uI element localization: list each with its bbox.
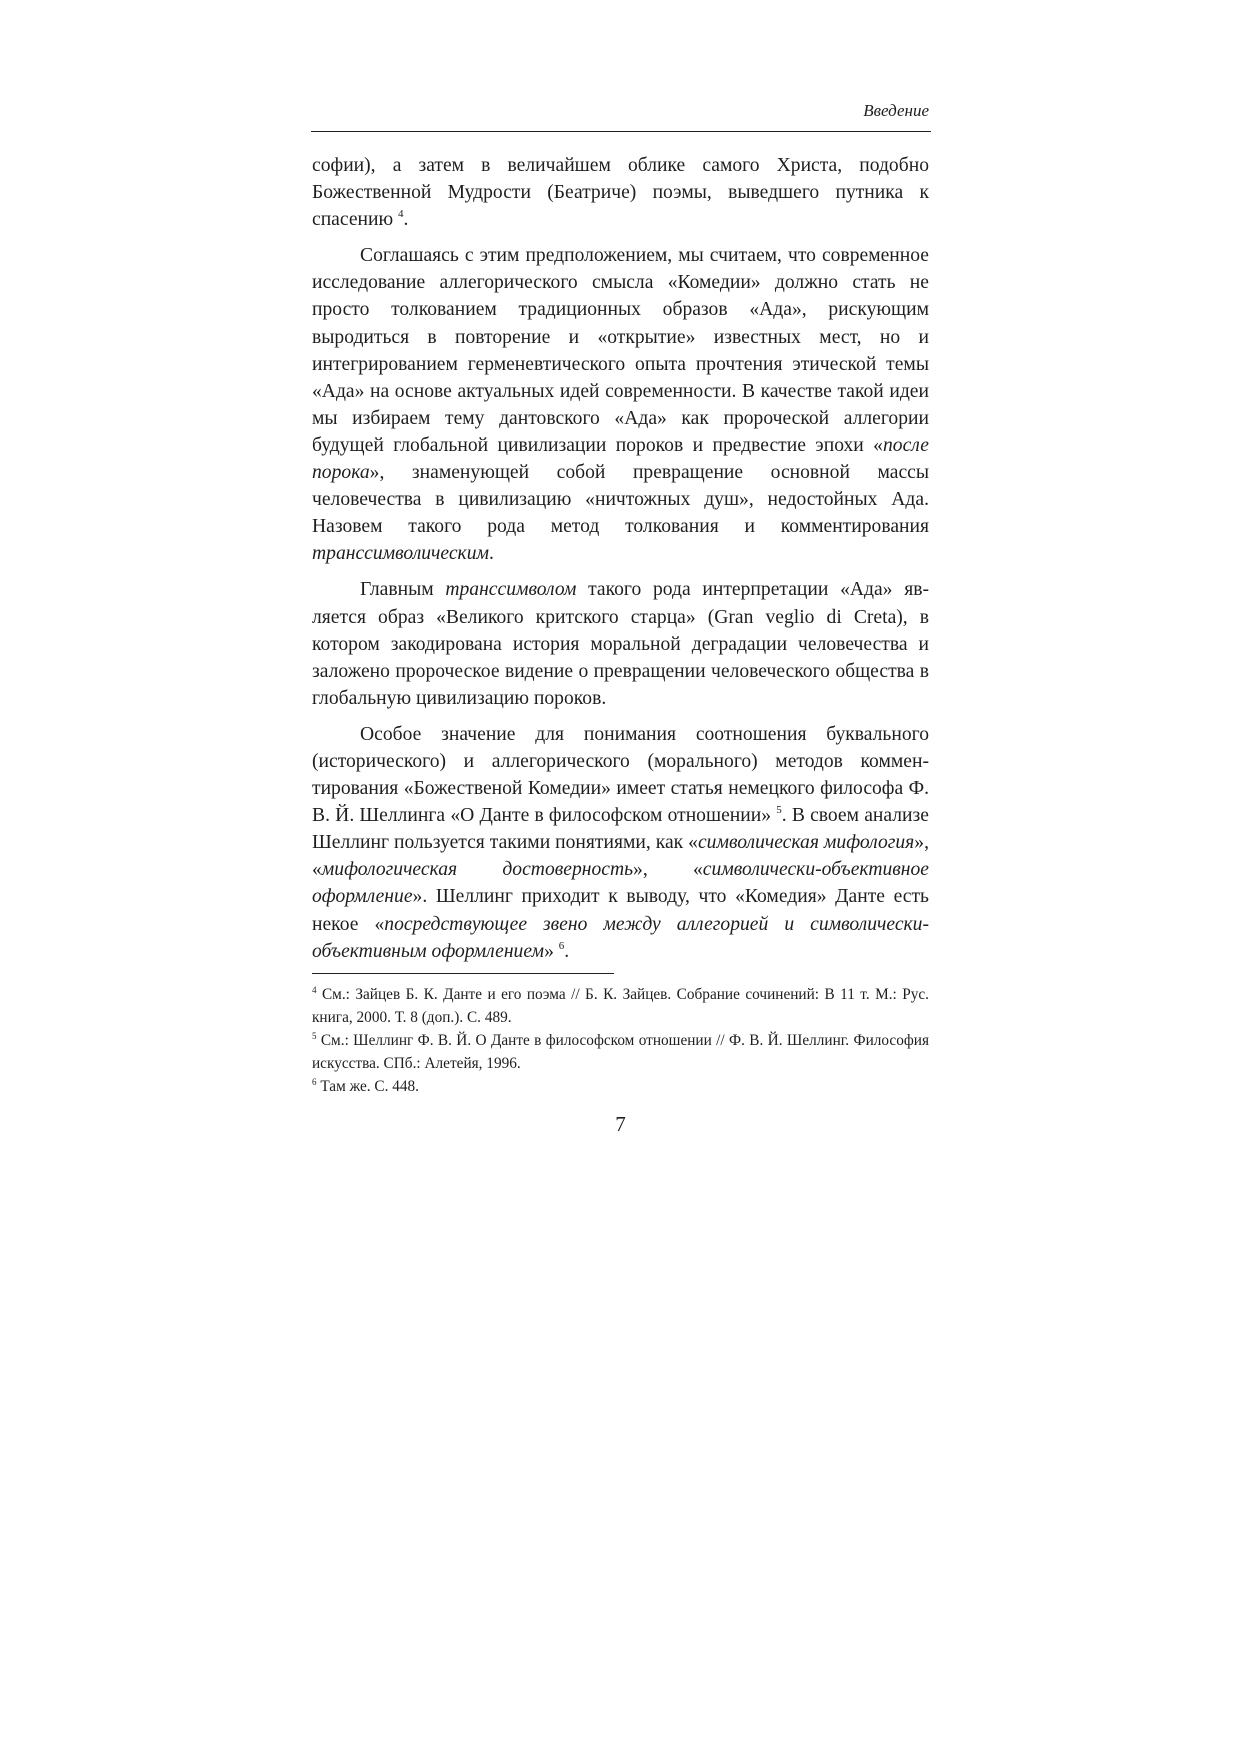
running-head: Введение — [863, 101, 929, 120]
text-run: », « — [633, 859, 703, 881]
emphasis: символическая мифология — [697, 832, 915, 854]
text-run: » — [544, 940, 559, 962]
text-run: », знаменующей собой превращение основной массы человечества в цивилизацию «ничтожных душ», недостойных Ада. Назовем такого рода метод толкования и комментирования — [312, 462, 929, 538]
footnote-number: 6 — [312, 1077, 317, 1087]
footnote-text: См.: Шеллинг Ф. В. Й. О Данте в философском отношении // Ф. В. Й. Шеллинг. Философия искусства. СПб.: Алетейя, 1996. — [312, 1032, 929, 1072]
header-rule — [311, 131, 931, 132]
text-run: Главным — [360, 579, 446, 601]
text-run: . — [564, 940, 570, 962]
text-run: софии), а затем в величайшем облике самого Христа, подобно Божественной Мудрости (Беатриче) поэмы, выведшего путника к спасению — [312, 155, 929, 231]
paragraph — [312, 242, 929, 567]
text-run: ». Шеллинг приходит к выводу, что «Комедия» Данте есть некое « — [312, 886, 929, 935]
emphasis: после порока — [312, 434, 929, 484]
emphasis: символически-объективное оформление — [312, 859, 929, 908]
text-run: . — [403, 209, 409, 231]
footnote — [312, 983, 929, 1029]
text-run: . — [489, 543, 494, 565]
emphasis: транссимволическим — [312, 543, 490, 565]
footnote — [312, 1029, 929, 1075]
text-run: », « — [312, 832, 929, 881]
footnote-ref: 6 — [558, 939, 565, 952]
footnotes — [312, 983, 929, 1098]
footnote-rule — [312, 973, 614, 974]
footnote — [312, 1075, 929, 1098]
footnote-ref: 5 — [776, 804, 782, 817]
footnote-text: См.: Зайцев Б. К. Данте и его поэма // Б. К. Зайцев. Собрание сочинений: В 11 т. М.: Рус. книга, 2000. Т. 8 (доп.). С. 489. — [312, 986, 929, 1026]
text-run: Особое значение для понимания соотношения буквального (исторического) и аллегорического (морального) методов комментирования «Божественой Комедии» имеет статья немецкого философа Ф. В. Й. Шеллинга «О Данте в философском отношении» — [312, 723, 929, 827]
text-run: . В своем анализе Шеллинг пользуется такими понятиями, как « — [312, 805, 929, 854]
emphasis: посредствующее звено между аллегорией и символически-объективным оформлением — [312, 913, 929, 962]
footnote-text: Там же. С. 448. — [316, 1078, 420, 1095]
footnote-number: 5 — [312, 1031, 317, 1041]
page-number: 7 — [615, 1112, 626, 1136]
paragraph — [312, 152, 929, 233]
footnote-number: 4 — [312, 985, 317, 995]
emphasis: транссимволом — [445, 579, 577, 601]
text-run: такого рода интерпретации «Ада» является образ «Великого критского старца» (Gran veglio di Creta), в котором закодирована история моральной деградации человечества и заложено пророческое видение о превращении человеческого общества в глобальную цивилизацию пороков. — [312, 579, 929, 709]
paragraph — [312, 721, 929, 965]
text-run: Соглашаясь с этим предположением, мы считаем, что современное исследование аллегорического смысла «Комедии» должно стать не просто толкованием традиционных образов «Ада», рискующим выродиться в повторение и «открытие» известных мест, но и интегрированием герменевтического опыта прочтения этической темы «Ада» на основе актуальных идей современности. В качестве такой идеи мы избираем тему дантовского «Ада» как пророческой аллегории будущей глобальной цивилизации пороков и предвестие эпохи « — [312, 245, 929, 456]
main-text — [312, 152, 929, 974]
footnote-ref: 4 — [398, 208, 404, 221]
emphasis: мифологическая достоверность — [321, 859, 634, 881]
paragraph — [312, 576, 929, 711]
